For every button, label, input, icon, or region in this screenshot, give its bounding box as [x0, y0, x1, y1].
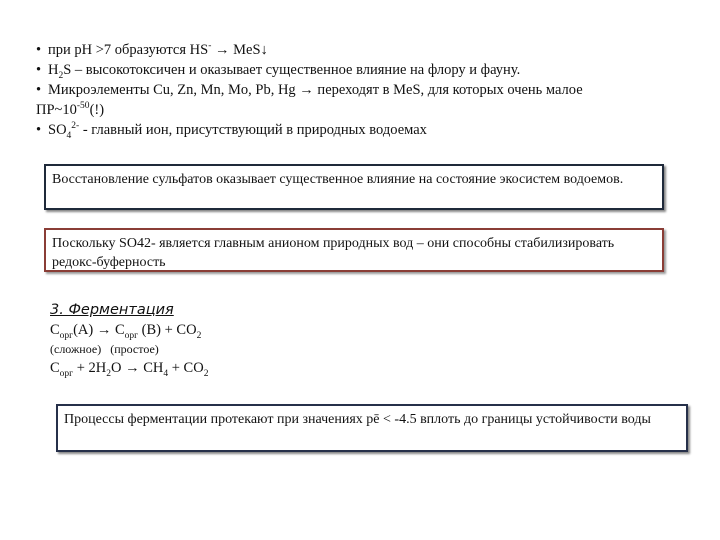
redox-buffer-box	[44, 228, 664, 272]
bullet-list	[36, 40, 676, 140]
fermentation-title: 3. Ферментация	[50, 302, 174, 318]
fermentation-equation-2: $C_{орг} + 2H_2O \to CH_4 + CO_2$	[50, 360, 209, 379]
fermentation-labels: (сложное) (простое)	[50, 342, 159, 356]
bullet-ph: • при pH >7 образуются HS- → MeS↓	[36, 41, 268, 58]
sulfate-reduction-text: Восстановление сульфатов оказывает существенное влияние на состояние экосистем водоемов.	[52, 172, 624, 187]
bullet-marker: •	[36, 82, 42, 98]
bullet-so4: • $SO_4^{2-}$ - главный ион, присутствующий в природных водоемах	[36, 121, 427, 141]
bullet-microelements-cont: $ПР\sim 10^{-50}(!)$	[36, 101, 105, 118]
bullet-microelements: • Микроэлементы Cu, Zn, Mn, Mo, Pb, Hg → переходят в MeS, для которых очень малое	[36, 82, 583, 98]
redox-buffer-text: Поскольку SO42- является главным анионом природных вод – они способны стабилизировать редокс-буферность	[52, 236, 615, 270]
fermentation-equation-1: $C_{орг}(A) \to C_{орг}$ $(B) + CO_2$	[50, 322, 202, 341]
bullet-h2s: • $H_2S$ – высокотоксичен и оказывает существенное влияние на флору и фауну.	[36, 62, 521, 81]
bullet-marker: •	[36, 62, 42, 78]
bullet-marker: •	[36, 42, 42, 58]
bullet-marker: •	[36, 122, 42, 138]
fermentation-conditions-box	[56, 404, 688, 452]
fermentation-section	[50, 300, 208, 378]
sulfate-reduction-box	[44, 164, 664, 210]
fermentation-conditions-text: Процессы ферментации протекают при значениях pē < -4.5 вплоть до границы устойчивости воды	[64, 412, 651, 427]
